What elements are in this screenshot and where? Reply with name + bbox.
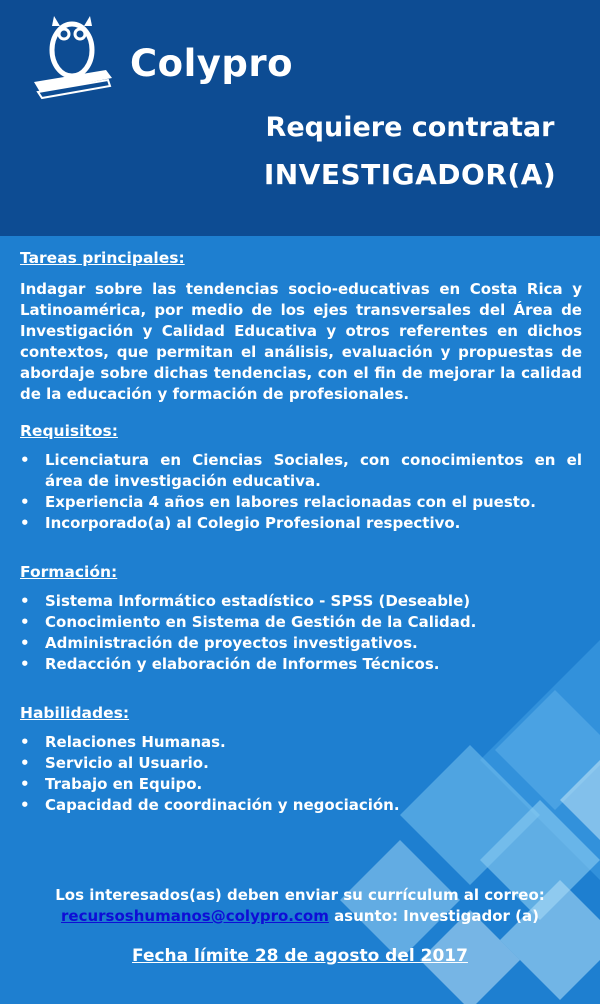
deadline: Fecha límite 28 de agosto del 2017 (132, 946, 468, 966)
bullet: • (20, 775, 30, 793)
bullet: • (20, 451, 30, 469)
bullet: • (20, 754, 30, 772)
owl-icon (30, 10, 130, 100)
email-link[interactable]: recursoshumanos@colypro.com (61, 907, 329, 925)
bullet: • (20, 592, 30, 610)
list-item: • Conocimiento en Sistema de Gestión de la Calidad. (20, 613, 477, 631)
list-item: • Experiencia 4 años en labores relacionadas con el puesto. (20, 493, 536, 511)
page-title-line2: INVESTIGADOR(A) (263, 158, 557, 191)
bullet: • (20, 796, 30, 814)
list-item: • Relaciones Humanas. (20, 733, 226, 751)
list-item: • Trabajo en Equipo. (20, 775, 203, 793)
colypro-logo (30, 10, 294, 100)
bullet: • (20, 514, 30, 532)
bullet: • (20, 733, 30, 751)
bullet: • (20, 655, 30, 673)
contact-instruction: Los interesados(as) deben enviar su currículum al correo: (55, 886, 545, 904)
list-item: • Redacción y elaboración de Informes Técnicos. (20, 655, 440, 673)
formacion-list (20, 591, 582, 675)
header-banner (0, 0, 600, 236)
list-item: • Administración de proyectos investigativos. (20, 634, 418, 652)
bullet: • (20, 493, 30, 511)
list-item: • Capacidad de coordinación y negociación. (20, 796, 400, 814)
list-item: • Licenciatura en Ciencias Sociales, con conocimientos en el área de investigación educativa. (20, 451, 582, 490)
requisitos-list (20, 450, 582, 534)
tareas-heading: Tareas principales: (20, 249, 185, 267)
contact-line (0, 906, 600, 927)
habilidades-list (20, 732, 582, 816)
page-title-line1: Requiere contratar (265, 112, 555, 143)
list-item: • Sistema Informático estadístico - SPSS (Deseable) (20, 592, 471, 610)
list-item: • Servicio al Usuario. (20, 754, 209, 772)
contact-info (0, 885, 600, 927)
formacion-heading: Formación: (20, 563, 118, 581)
bullet: • (20, 634, 30, 652)
posting-content (20, 248, 582, 816)
requisitos-heading: Requisitos: (20, 422, 118, 440)
bullet: • (20, 613, 30, 631)
habilidades-heading: Habilidades: (20, 704, 130, 722)
tareas-text: Indagar sobre las tendencias socio-educativas en Costa Rica y Latinoamérica, por medio de los ejes transversales del Área de Investigación y Calidad Educativa y otros referentes en dichos contextos, que permitan el análisis, evaluación y propuestas de abordaje sobre dichas tendencias, con el fin de mejorar la calidad de la educación y formación de profesionales. (20, 280, 582, 403)
list-item: • Incorporado(a) al Colegio Profesional respectivo. (20, 514, 461, 532)
email-subject: asunto: Investigador (a) (334, 907, 539, 925)
brand-name: Colypro (130, 42, 294, 85)
